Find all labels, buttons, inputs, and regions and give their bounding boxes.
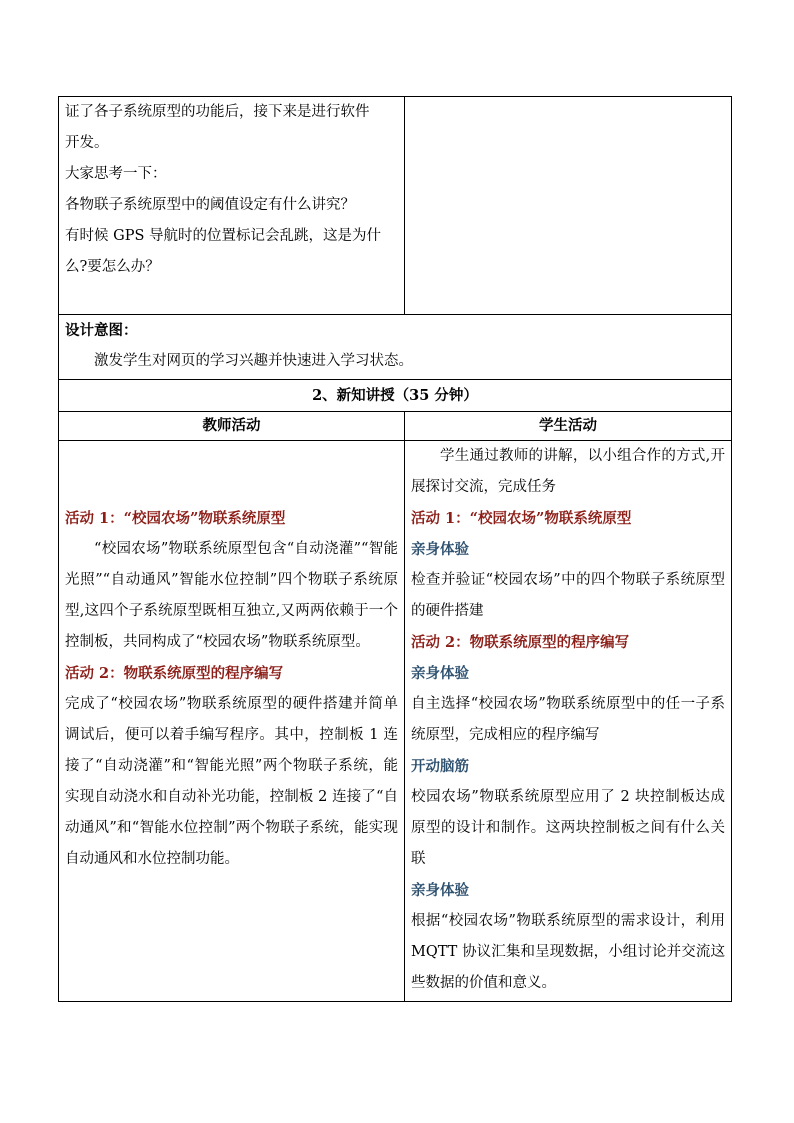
activity-row bbox=[59, 441, 732, 1002]
teacher-activity1-text: “校园农场”物联系统原型包含“自动浇灌”“智能光照”“自动通风”智能水位控制”四个物联子系统原型,这四个子系统原型既相互独立,又两两依赖于一个控制板，共同构成了“校园农场”物联系统原型。 bbox=[65, 541, 398, 650]
student-intro: 学生通过教师的讲解，以小组合作的方式,开展探讨交流，完成任务 bbox=[411, 448, 725, 495]
top-line-5: 有时候 GPS 导航时的位置标记会乱跳，这是为什 bbox=[65, 228, 381, 244]
header-row bbox=[59, 412, 732, 441]
student-exp3-label: 亲身体验 bbox=[411, 882, 469, 899]
teacher-activity-cell bbox=[59, 441, 405, 1002]
design-intent-cell bbox=[59, 315, 732, 380]
student-exp2-label: 亲身体验 bbox=[411, 665, 469, 682]
teacher-activity2-text: 完成了“校园农场”物联系统原型的硬件搭建并简单调试后，便可以着手编写程序。其中，控制板 1 连接了“自动浇灌”和“智能光照”两个物联子系统，能实现自动浇水和自动补光功能，控制板 2 连接了“自动通风”和“智能水位控制”两个物联子系统，能实现自动通风和水位控制功能。 bbox=[65, 696, 398, 867]
student-activity2-title: 活动 2：物联系统原型的程序编写 bbox=[411, 634, 630, 651]
top-line-2: 开发。 bbox=[65, 135, 109, 151]
design-intent-row bbox=[59, 315, 732, 380]
student-exp1-text: 检查并验证“校园农场”中的四个物联子系统原型的硬件搭建 bbox=[411, 572, 725, 619]
student-exp3-text: 根据“校园农场”物联系统原型的需求设计，利用 MQTT 协议汇集和呈现数据，小组讨论并交流这些数据的价值和意义。 bbox=[411, 913, 725, 991]
top-line-6: 么?要怎么办？ bbox=[65, 259, 160, 275]
lesson-plan-page bbox=[58, 96, 732, 1002]
design-intent-text: 激发学生对网页的学习兴趣并快速进入学习状态。 bbox=[94, 353, 413, 369]
top-line-1: 证了各子系统原型的功能后，接下来是进行软件 bbox=[65, 104, 370, 120]
student-brain-text: 校园农场”物联系统原型应用了 2 块控制板达成原型的设计和制作。这两块控制板之间有什么关联 bbox=[411, 789, 725, 867]
teacher-activity1-title: 活动 1：“校园农场”物联系统原型 bbox=[65, 510, 286, 527]
teacher-header: 教师活动 bbox=[59, 412, 405, 441]
top-left-cell bbox=[59, 97, 405, 315]
section-row bbox=[59, 380, 732, 412]
top-row bbox=[59, 97, 732, 315]
design-intent-label: 设计意图： bbox=[65, 322, 138, 339]
student-activity1-title: 活动 1：“校园农场”物联系统原型 bbox=[411, 510, 632, 527]
student-header: 学生活动 bbox=[405, 412, 732, 441]
student-brain-label: 开动脑筋 bbox=[411, 758, 469, 775]
teacher-activity2-title: 活动 2：物联系统原型的程序编写 bbox=[65, 665, 284, 682]
section-title: 2、新知讲授（35 分钟） bbox=[59, 380, 732, 412]
lesson-plan-table bbox=[58, 96, 732, 1002]
top-line-3: 大家思考一下： bbox=[65, 166, 167, 182]
student-activity-cell bbox=[405, 441, 732, 1002]
top-line-4: 各物联子系统原型中的阈值设定有什么讲究？ bbox=[65, 197, 355, 213]
top-right-cell bbox=[405, 97, 732, 315]
student-exp1-label: 亲身体验 bbox=[411, 541, 469, 558]
student-exp2-text: 自主选择“校园农场”物联系统原型中的任一子系统原型，完成相应的程序编写 bbox=[411, 696, 725, 743]
